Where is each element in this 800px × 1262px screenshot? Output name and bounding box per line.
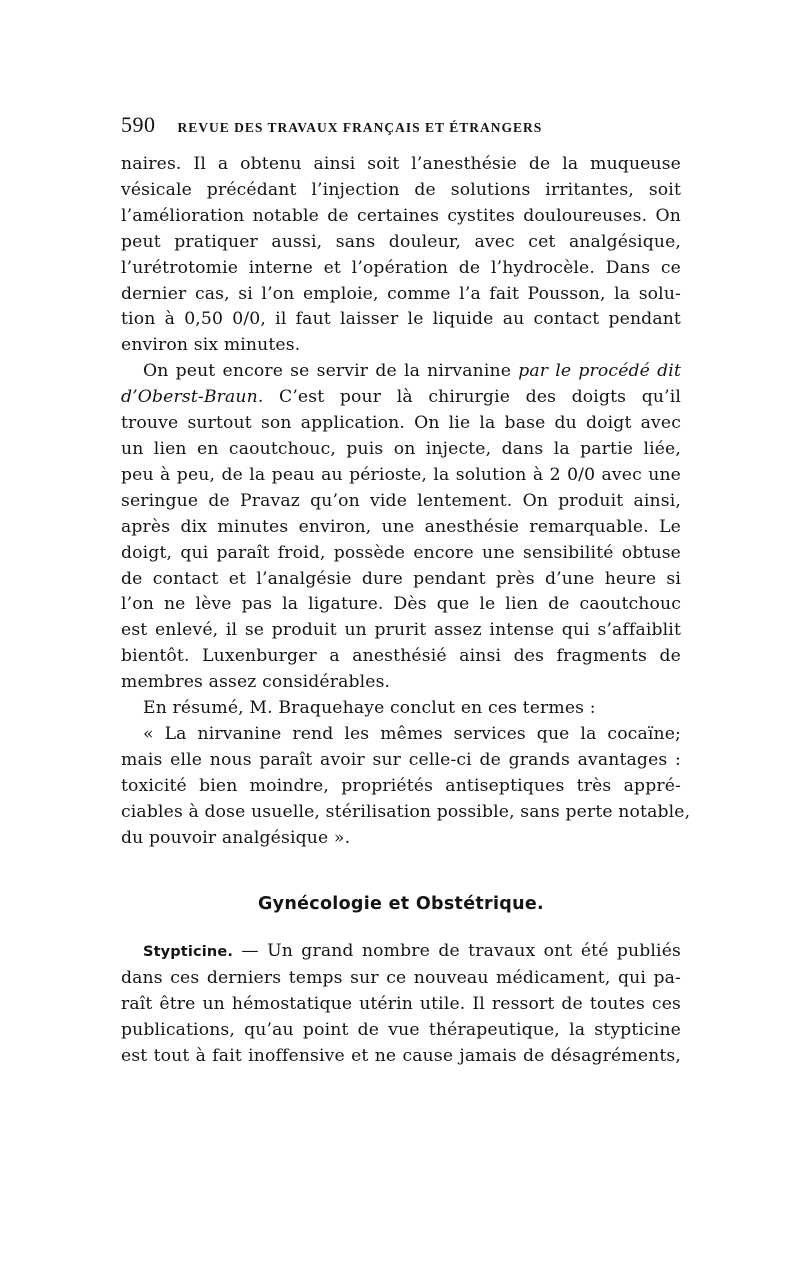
text-line: raît être un hémostatique utérin utile. Il ressort de toutes ces <box>121 994 681 1015</box>
paragraph-cystitis <box>121 152 681 359</box>
text-run: — Un grand nombre de travaux ont été publiés <box>233 941 681 962</box>
text-line: doigt, qui paraît froid, possède encore une sensibilité obtuse <box>121 542 681 563</box>
running-head <box>121 112 681 144</box>
book-page <box>121 112 691 1070</box>
text-line: peu à peu, de la peau au périoste, la solution à 2 0/0 avec une <box>121 464 681 485</box>
text-line: trouve surtout son application. On lie la base du doigt avec <box>121 413 681 434</box>
text-line: publications, qu’au point de vue thérapeutique, la stypticine <box>121 1020 681 1041</box>
run-in-heading: Stypticine. <box>143 944 233 961</box>
text-line: après dix minutes environ, une anesthésie remarquable. Le <box>121 516 681 537</box>
text-line <box>121 359 681 385</box>
text-line: environ six minutes. <box>121 335 301 356</box>
journal-title: REVUE DES TRAVAUX FRANÇAIS ET ÉTRANGERS <box>177 120 543 135</box>
paragraph-oberst-braun <box>121 359 681 696</box>
text-line: dernier cas, si l’on emploie, comme l’a fait Pousson, la solu- <box>121 283 681 304</box>
section-heading: Gynécologie et Obstétrique. <box>258 894 544 915</box>
text-line: un lien en caoutchouc, puis on injecte, dans la partie liée, <box>121 438 681 459</box>
text-line <box>121 385 681 411</box>
text-line: ciables à dose usuelle, stérilisation possible, sans perte notable, <box>121 801 691 822</box>
italic-phrase: par le procédé dit <box>518 361 681 382</box>
text-line: l’amélioration notable de certaines cystites douloureuses. On <box>121 205 681 226</box>
text-line: peut pratiquer aussi, sans douleur, avec cet analgésique, <box>121 231 681 252</box>
paragraph-quote <box>121 722 691 852</box>
text-line: l’urétrotomie interne et l’opération de l’hydrocèle. Dans ce <box>121 257 681 278</box>
page-number: 590 <box>121 112 156 137</box>
italic-phrase: d’Oberst-Braun. <box>121 387 264 408</box>
text-line: du pouvoir analgésique ». <box>121 827 351 848</box>
text-line: est tout à fait inoffensive et ne cause jamais de désagréments, <box>121 1046 681 1067</box>
text-run: C’est pour là chirurgie des doigts qu’il <box>263 387 681 408</box>
text-line: tion à 0,50 0/0, il faut laisser le liquide au contact pendant <box>121 309 681 330</box>
text-line: membres assez considérables. <box>121 672 391 693</box>
paragraph-stypticine <box>121 939 681 1070</box>
text-line: toxicité bien moindre, propriétés antiseptiques très appré- <box>121 775 681 796</box>
text-line: seringue de Pravaz qu’on vide lentement. On produit ainsi, <box>121 490 681 511</box>
text-line: « La nirvanine rend les mêmes services que la cocaïne; <box>143 723 681 744</box>
text-line: mais elle nous paraît avoir sur celle-ci de grands avantages : <box>121 749 681 770</box>
text-line <box>121 939 681 966</box>
text-line: de contact et l’analgésie dure pendant près d’une heure si <box>121 568 681 589</box>
text-line: est enlevé, il se produit un prurit assez intense qui s’affaiblit <box>121 620 681 641</box>
text-line: dans ces derniers temps sur ce nouveau médicament, qui pa- <box>121 968 681 989</box>
paragraph-summary-intro <box>121 696 681 722</box>
text-line: vésicale précédant l’injection de solutions irritantes, soit <box>121 179 681 200</box>
text-line: naires. Il a obtenu ainsi soit l’anesthésie de la muqueuse <box>121 154 681 174</box>
text-line: En résumé, M. Braquehaye conclut en ces termes : <box>143 698 596 719</box>
text-run: On peut encore se servir de la nirvanine <box>143 361 519 382</box>
text-line: bientôt. Luxenburger a anesthésié ainsi des fragments de <box>121 646 681 667</box>
text-line: l’on ne lève pas la ligature. Dès que le lien de caoutchouc <box>121 594 681 615</box>
